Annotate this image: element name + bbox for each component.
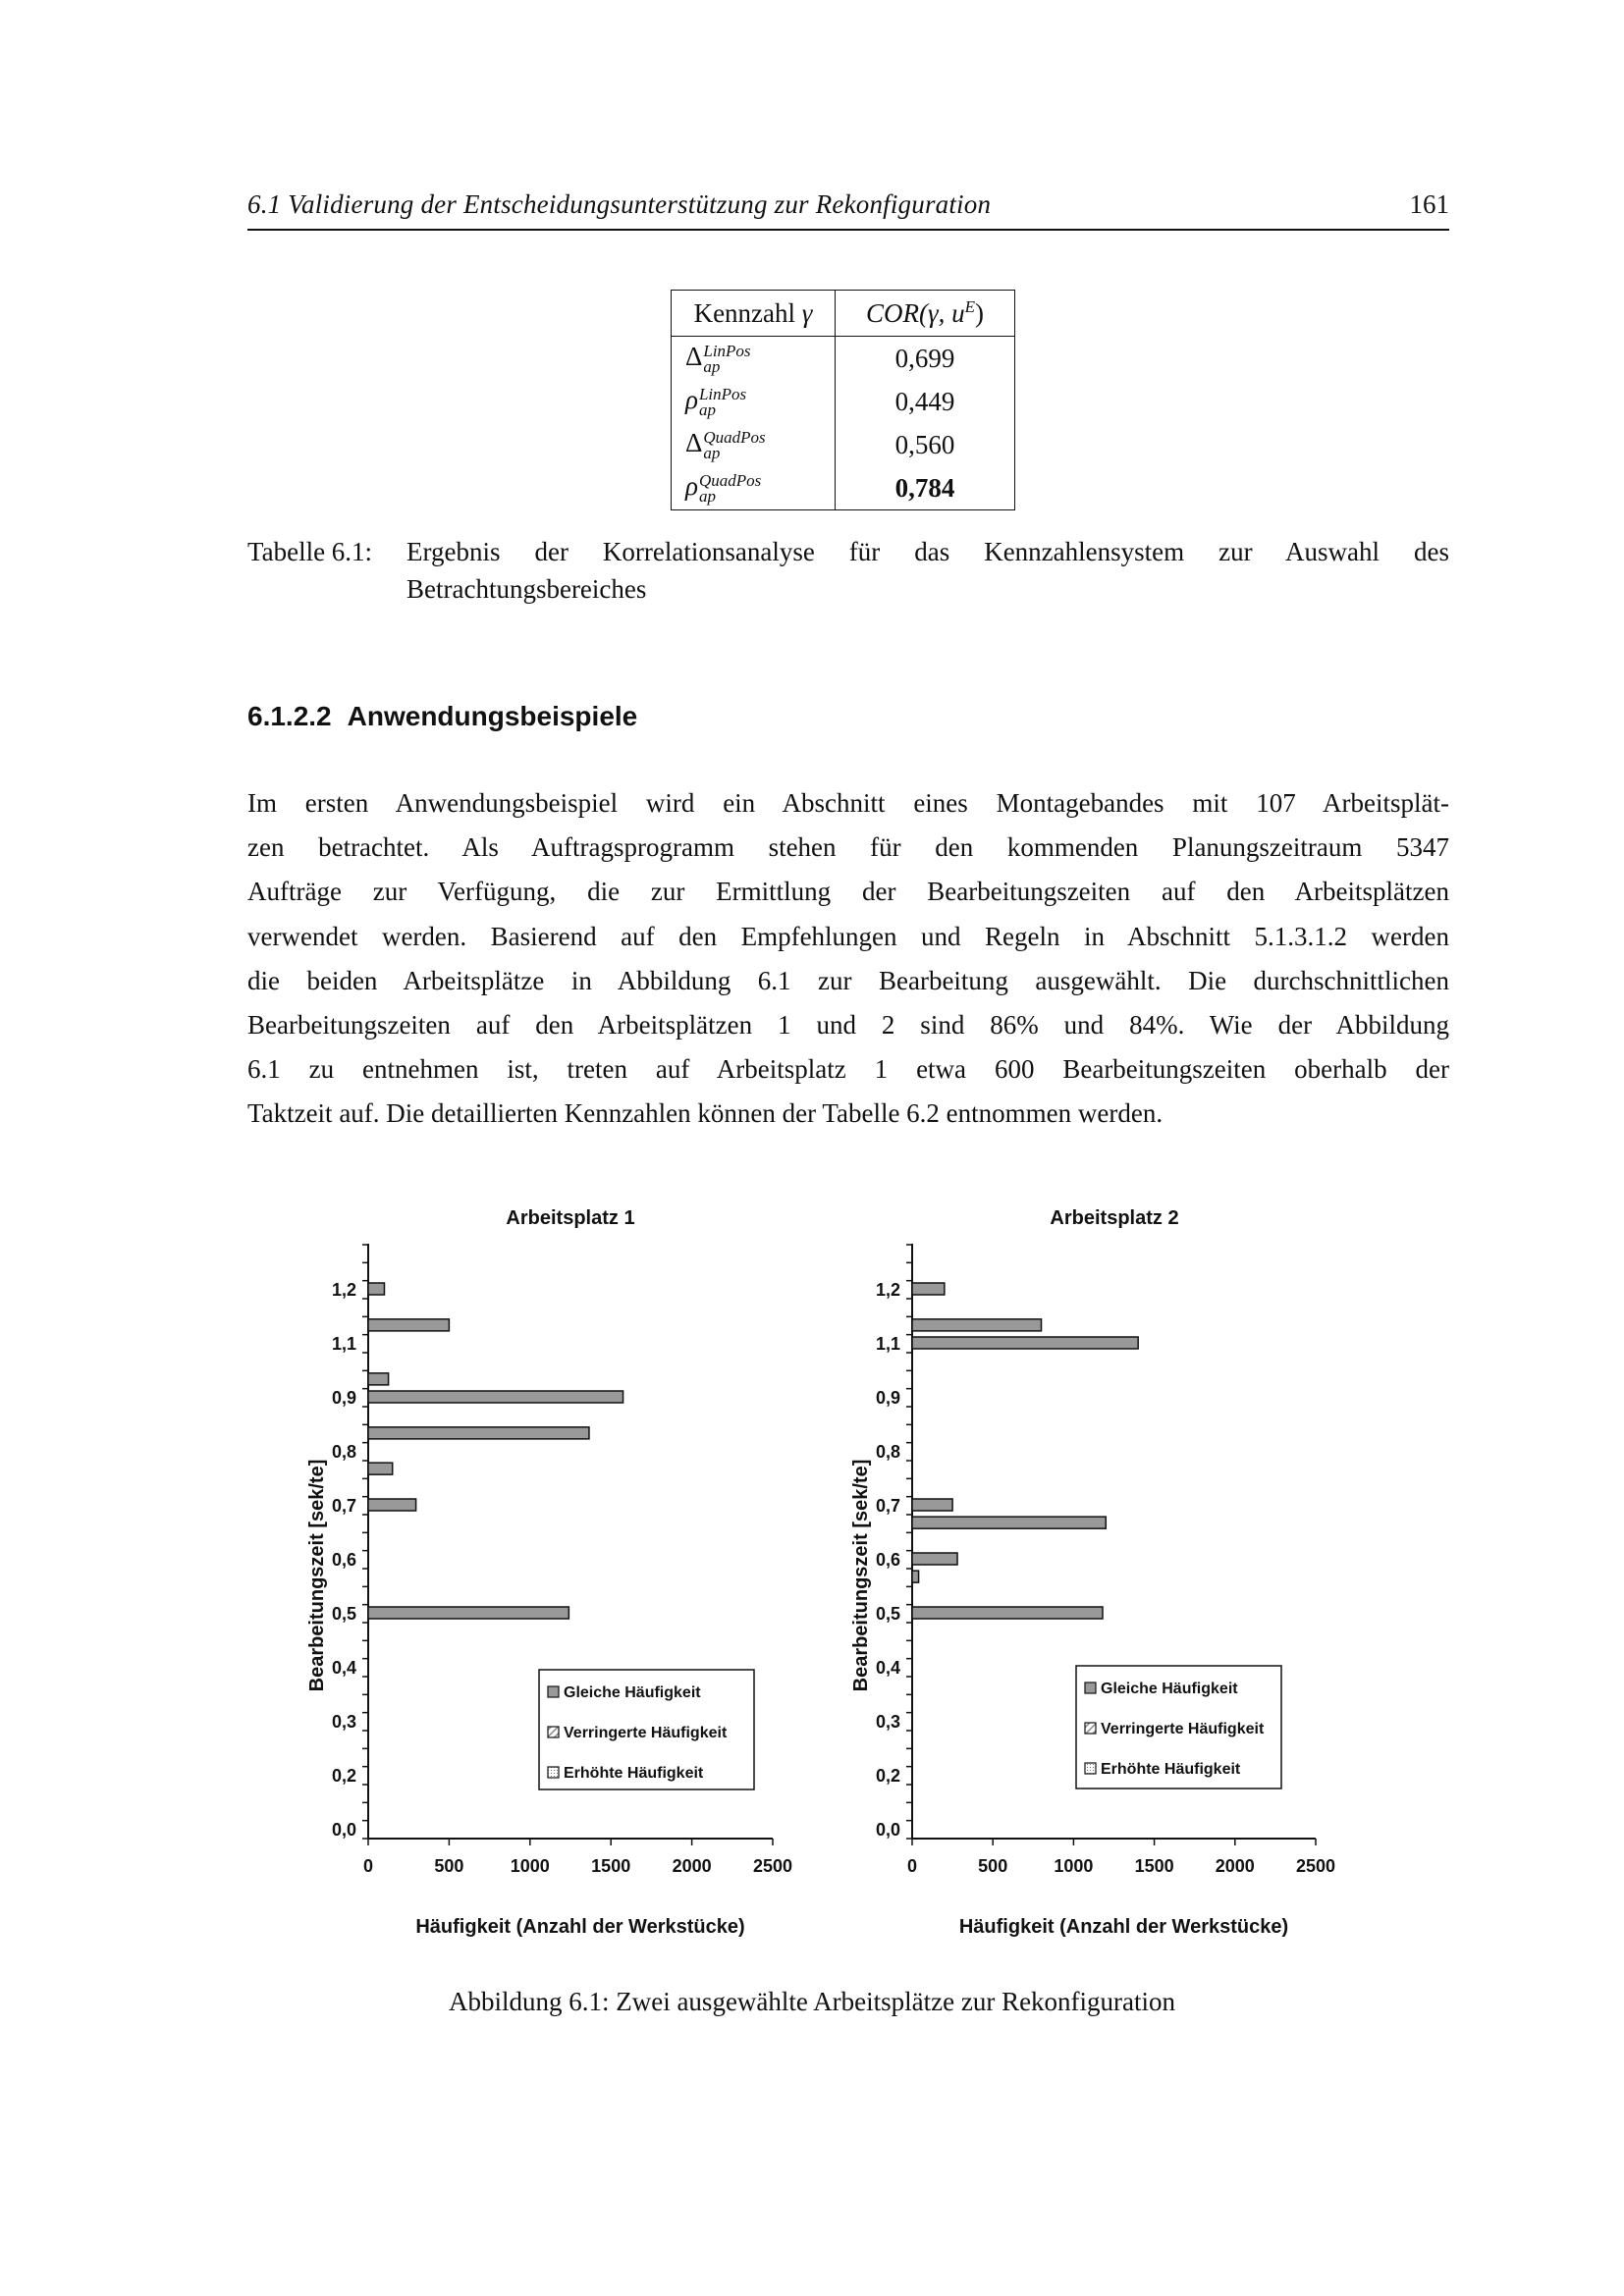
chart-title: Arbeitsplatz 2 <box>1050 1207 1179 1229</box>
legend-label: Gleiche Häufigkeit <box>1101 1681 1238 1697</box>
kennzahl-subscript: ap <box>703 443 721 462</box>
x-tick-label: 2500 <box>752 1856 793 1876</box>
section-title: Anwendungsbeispiele <box>347 701 638 731</box>
bar <box>912 1283 945 1295</box>
kennzahl-indices <box>703 427 766 462</box>
x-tick-label: 500 <box>978 1856 1008 1876</box>
y-tick-label: 0,9 <box>875 1388 900 1408</box>
y-tick-label: 0,0 <box>875 1820 900 1840</box>
legend-label: Erhöhte Häufigkeit <box>1101 1761 1241 1778</box>
y-tick-label: 1,1 <box>875 1334 900 1354</box>
y-tick-label: 0,3 <box>875 1712 900 1732</box>
kennzahl-cell <box>672 380 836 423</box>
kennzahl-superscript: LinPos <box>703 341 751 360</box>
paragraph-line: Bearbeitungszeiten auf den Arbeitsplätzen 1 und 2 sind 86% und 84%. Wie der Abbildung <box>247 1009 1449 1040</box>
y-tick-label: 0,7 <box>875 1496 900 1516</box>
header-kennzahl-text: Kennzahl <box>693 297 802 328</box>
header-cor <box>836 291 1015 337</box>
table-row <box>672 423 1015 466</box>
y-tick-label: 1,2 <box>331 1280 356 1300</box>
kennzahl-indices <box>703 341 751 376</box>
legend-swatch <box>1085 1763 1096 1774</box>
chart-title: Arbeitsplatz 1 <box>506 1207 635 1229</box>
legend <box>1076 1666 1281 1789</box>
kennzahl-symbol: Δ <box>685 428 703 458</box>
bar <box>912 1607 1103 1619</box>
paragraph-line: Aufträge zur Verfügung, die zur Ermittlung der Bearbeitungszeiten auf den Arbeitsplätzen <box>247 877 1449 907</box>
y-tick-label: 0,5 <box>875 1604 900 1624</box>
kennzahl-cell <box>672 337 836 381</box>
y-tick-label: 0,9 <box>331 1388 356 1408</box>
header-gamma-symbol: γ <box>801 297 813 328</box>
x-tick-label: 0 <box>906 1856 918 1876</box>
running-title: 6.1 Validierung der Entscheidungsunterstützung zur Rekonfiguration <box>247 189 992 219</box>
y-tick-label: 0,6 <box>875 1550 900 1570</box>
x-tick-label: 1500 <box>591 1856 631 1876</box>
y-tick-label: 1,2 <box>875 1280 900 1300</box>
kennzahl-superscript: QuadPos <box>698 470 762 490</box>
legend-swatch <box>548 1727 559 1737</box>
table-caption-text: Ergebnis der Korrelationsanalyse für das Kennzahlensystem zur Auswahl des Betrachtungsbereiches <box>406 537 1449 604</box>
running-head <box>247 189 1449 231</box>
correlation-value: 0,449 <box>836 380 1015 423</box>
body-paragraph <box>247 781 1449 1137</box>
table-row <box>672 337 1015 381</box>
figure-caption: Abbildung 6.1: Zwei ausgewählte Arbeitsplätze zur Rekonfiguration <box>448 1987 1176 2016</box>
y-tick-label: 0,4 <box>875 1658 900 1678</box>
x-tick-label: 1000 <box>510 1856 550 1876</box>
x-tick-label: 2000 <box>1215 1856 1255 1876</box>
paragraph-line: Taktzeit auf. Die detaillierten Kennzahlen können der Tabelle 6.2 entnommen werden. <box>247 1098 1164 1129</box>
kennzahl-subscript: ap <box>703 356 721 376</box>
legend-swatch <box>548 1767 559 1778</box>
kennzahl-symbol: ρ <box>685 385 698 415</box>
header-kennzahl <box>672 291 836 337</box>
bar <box>368 1373 389 1385</box>
kennzahl-cell <box>672 466 836 510</box>
legend-label: Verringerte Häufigkeit <box>1101 1721 1265 1737</box>
paragraph-line: 6.1 zu entnehmen ist, treten auf Arbeitsplatz 1 etwa 600 Bearbeitungszeiten oberhalb der <box>247 1054 1449 1085</box>
y-axis-title: Bearbeitungszeit [sek/te] <box>850 1459 872 1692</box>
bar <box>912 1517 1106 1528</box>
y-tick-label: 0,0 <box>331 1820 356 1840</box>
kennzahl-superscript: LinPos <box>698 384 747 403</box>
y-axis-title: Bearbeitungszeit [sek/te] <box>306 1459 328 1692</box>
table-header-row <box>672 291 1015 337</box>
bar <box>368 1463 393 1474</box>
y-tick-label: 0,6 <box>331 1550 356 1570</box>
legend-swatch <box>1085 1682 1096 1693</box>
table-caption-label: Tabelle 6.1: <box>247 537 373 566</box>
x-tick-label: 2000 <box>672 1856 712 1876</box>
kennzahl-symbol: ρ <box>685 471 698 502</box>
paragraph-line: Im ersten Anwendungsbeispiel wird ein Abschnitt eines Montagebandes mit 107 Arbeitsplät- <box>247 788 1449 818</box>
kennzahl-indices <box>698 470 762 506</box>
paragraph-line: zen betrachtet. Als Auftragsprogramm stehen für den kommenden Planungszeitraum 5347 <box>247 832 1449 863</box>
kennzahl-indices <box>698 384 747 419</box>
bar <box>912 1319 1042 1331</box>
y-tick-label: 0,5 <box>331 1604 356 1624</box>
bar <box>912 1499 952 1511</box>
x-tick-label: 1000 <box>1054 1856 1094 1876</box>
legend-swatch <box>548 1686 559 1697</box>
table-row <box>672 380 1015 423</box>
x-tick-label: 1500 <box>1134 1856 1174 1876</box>
correlation-value: 0,560 <box>836 423 1015 466</box>
y-tick-label: 0,8 <box>875 1442 900 1462</box>
y-tick-label: 0,8 <box>331 1442 356 1462</box>
x-axis-title: Häufigkeit (Anzahl der Werkstücke) <box>415 1916 745 1938</box>
legend-label: Erhöhte Häufigkeit <box>564 1765 704 1782</box>
chart-arbeitsplatz-1 <box>306 1207 792 1938</box>
y-tick-label: 0,2 <box>331 1766 356 1786</box>
section-heading <box>247 701 637 732</box>
bar <box>368 1427 589 1439</box>
bar <box>912 1553 957 1565</box>
y-tick-label: 0,2 <box>875 1766 900 1786</box>
correlation-value: 0,784 <box>836 466 1015 510</box>
x-tick-label: 2500 <box>1295 1856 1336 1876</box>
x-tick-label: 500 <box>434 1856 464 1876</box>
bar <box>368 1283 384 1295</box>
header-cor-close: ) <box>975 298 985 328</box>
bar <box>368 1391 623 1403</box>
bar <box>912 1337 1138 1349</box>
chart-arbeitsplatz-2 <box>850 1207 1335 1938</box>
bar <box>368 1499 416 1511</box>
kennzahl-cell <box>672 423 836 466</box>
section-number: 6.1.2.2 <box>247 701 332 731</box>
bar <box>368 1319 449 1331</box>
correlation-value: 0,699 <box>836 337 1015 381</box>
paragraph-line: verwendet werden. Basierend auf den Empfehlungen und Regeln in Abschnitt 5.1.3.1.2 werden <box>247 921 1449 951</box>
kennzahl-subscript: ap <box>698 486 716 506</box>
header-cor-sup: E <box>964 297 976 316</box>
kennzahl-subscript: ap <box>698 400 716 419</box>
legend-label: Gleiche Häufigkeit <box>564 1684 701 1701</box>
correlation-table <box>671 290 1015 510</box>
page-number: 161 <box>1409 189 1449 219</box>
bar <box>368 1607 568 1619</box>
legend <box>539 1670 754 1789</box>
y-tick-label: 0,3 <box>331 1712 356 1732</box>
y-tick-label: 1,1 <box>331 1334 356 1354</box>
legend-label: Verringerte Häufigkeit <box>564 1725 728 1741</box>
header-cor-text: COR(γ, u <box>865 298 965 328</box>
y-tick-label: 0,4 <box>331 1658 356 1678</box>
x-axis-title: Häufigkeit (Anzahl der Werkstücke) <box>958 1916 1289 1938</box>
legend-swatch <box>1085 1723 1096 1734</box>
paragraph-line: die beiden Arbeitsplätze in Abbildung 6.1 zur Bearbeitung ausgewählt. Die durchschnittlichen <box>247 965 1449 995</box>
table-row <box>672 466 1015 510</box>
bar <box>912 1571 919 1582</box>
x-tick-label: 0 <box>362 1856 374 1876</box>
kennzahl-superscript: QuadPos <box>703 427 766 447</box>
kennzahl-symbol: Δ <box>685 342 703 372</box>
y-tick-label: 0,7 <box>331 1496 356 1516</box>
